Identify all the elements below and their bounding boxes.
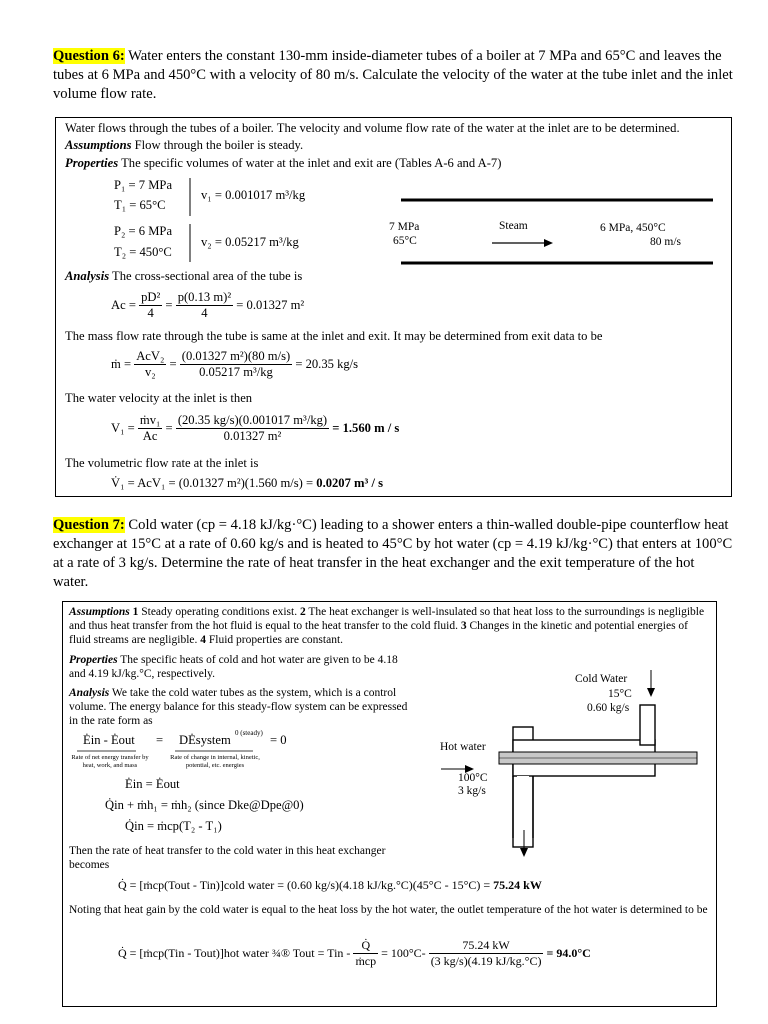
energy-balance-lhs: Ėin - Ėout <box>83 733 135 747</box>
analysis-7: Analysis We take the cold water tubes as the system, which is a control volume. The energy balance for this steady-flow system can be expressed in the rate form as <box>69 687 408 727</box>
hot-water-label: Hot water <box>440 741 486 753</box>
state-2-volume: v₂ = 0.05217 m³/kg <box>201 235 299 249</box>
noting-text: Noting that heat gain by the cold water is equal to the heat loss by the hot water, the outlet temperature of the hot water is determined to be <box>69 904 708 916</box>
rate-text: Then the rate of heat transfer to the cold water in this heat exchanger becomes <box>69 845 386 871</box>
volumetric-equation: V̇₁ = AcV₁ = (0.01327 m²)(1.560 m/s) = 0.0207 m³ / s <box>111 476 384 490</box>
properties-6: Properties The specific volumes of water at the inlet and exit are (Tables A-6 and A-7) <box>65 156 502 170</box>
energy-equation-3: Q̇in + ṁh₁ = ṁh₂ (since Dke@Dpe@0) <box>105 798 304 812</box>
net-energy-note: Rate of net energy transfer by heat, work, and mass <box>71 754 149 769</box>
cold-water-rate: 0.60 kg/s <box>587 702 630 714</box>
energy-equation-4: Q̇in = ṁcp(T₂ - T₁) <box>125 819 222 833</box>
inlet-pressure: 7 MPa <box>389 221 420 233</box>
velocity-equation: V₁ = $\frac{\text{ṁv₁}}{Ac}$ = $\frac{\text{(20.35 kg/s)(0.001017 m³/kg)}}{\text{0.01327 m²}}$ = 1.560 m / s <box>111 413 400 443</box>
energy-balance-zero: = 0 <box>270 733 287 747</box>
heat-rate-equation: Q̇ = [ṁcp(Tout - Tin)]cold water = (0.60 kg/s)(4.18 kJ/kg.°C)(45°C - 15°C) = 75.24 kW <box>118 878 542 892</box>
energy-equation-2: Ėin = Ėout <box>125 777 180 791</box>
inlet-temperature: 65°C <box>393 235 417 247</box>
exit-state: 6 MPa, 450°C <box>600 222 666 234</box>
volumetric-text: The volumetric flow rate at the inlet is <box>65 456 259 470</box>
assumptions-6: Assumptions Flow through the boiler is steady. <box>65 138 304 152</box>
steady-note: 0 (steady) <box>235 729 263 737</box>
velocity-text: The water velocity at the inlet is then <box>65 391 253 405</box>
energy-balance-rhs: DĖsystem <box>179 733 231 747</box>
state-2-temperature: T₂ = 450°C <box>114 245 172 259</box>
change-energy-note: Rate of change in internal, kinetic, potential, etc. energies <box>170 754 260 769</box>
state-2-pressure: P₂ = 6 MPa <box>114 224 173 238</box>
question-6-text: Question 6: Water enters the constant 130-mm inside-diameter tubes of a boiler at 7 MPa and 65°C and leaves the tubes at 6 MPa and 450°C with a velocity of 80 m/s. Calculate the velocity of the water at the tube inlet and the inlet volume flow rate. <box>53 48 733 102</box>
mass-flow-text: The mass flow rate through the tube is same at the inlet and exit. It may be determined from exit data to be <box>65 329 603 343</box>
cold-water-label: Cold Water <box>575 673 628 685</box>
question-7-label: Question 7: <box>53 517 125 533</box>
outlet-temperature-equation: Q̇ = [ṁcp(Tin - Tout)]hot water ¾® Tout = Tin - $\frac{Q̇}{\text{ṁcp}}$ = 100°C- $\frac{75.24 kW}{(3 kg/s)(4.19 kJ/kg.^\circ C)}$ = 94.0°C <box>118 938 591 968</box>
area-equation: Ac = $\frac{\text{pD²}}{4}$ = $\frac{\text{p(0.13 m)²}}{4}$ = 0.01327 m² <box>111 290 305 320</box>
state-1-volume: v₁ = 0.001017 m³/kg <box>201 188 306 202</box>
assumptions-7: Assumptions 1 Steady operating conditions exist. 2 The heat exchanger is well-insulated so that heat loss to the surroundings is negligible and thus heat transfer from the hot fluid is equal to the heat transfer to the cold fluid. 3 Changes in the kinetic and potential energies of fluid streams are negligible. 4 Fluid properties are constant. <box>69 606 705 646</box>
analysis-6: Analysis The cross-sectional area of the tube is <box>65 269 303 283</box>
exit-velocity: 80 m/s <box>650 236 681 248</box>
question-6-label: Question 6: <box>53 48 125 64</box>
fluid-label: Steam <box>499 220 528 232</box>
hot-water-temperature: 100°C <box>458 772 488 784</box>
properties-7: Properties The specific heats of cold and hot water are given to be 4.18 and 4.19 kJ/kg.°C, respectively. <box>69 654 398 680</box>
solution-6-intro: Water flows through the tubes of a boiler. The velocity and volume flow rate of the water at the inlet are to be determined. <box>65 121 680 135</box>
state-1-pressure: P₁ = 7 MPa <box>114 178 173 192</box>
state-1-temperature: T₁ = 65°C <box>114 198 166 212</box>
mass-flow-equation: ṁ = $\frac{\text{AcV₂}}{\text{v₂}}$ = $\frac{\text{(0.01327 m²)(80 m/s)}}{\text{0.05217 m³/kg}}$ = 20.35 kg/s <box>111 349 359 379</box>
question-7-text: Question 7: Cold water (cp = 4.18 kJ/kg·°C) leading to a shower enters a thin-walled double-pipe counterflow heat exchanger at 15°C at a rate of 0.60 kg/s and is heated to 45°C by hot water (cp = 4.19 kJ/kg·°C) that enters at 100°C at a rate of 3 kg/s. Determine the rate of heat transfer in the heat exchanger and the exit temperature of the hot water. <box>53 517 733 590</box>
heat-exchanger-diagram <box>63 602 64 603</box>
cold-water-temperature: 15°C <box>608 688 632 700</box>
solution-6-box <box>55 117 732 497</box>
boiler-tube-diagram <box>56 118 57 119</box>
hot-water-rate: 3 kg/s <box>458 785 486 797</box>
energy-balance-equals: = <box>156 733 164 747</box>
solution-7-box <box>62 601 717 1007</box>
